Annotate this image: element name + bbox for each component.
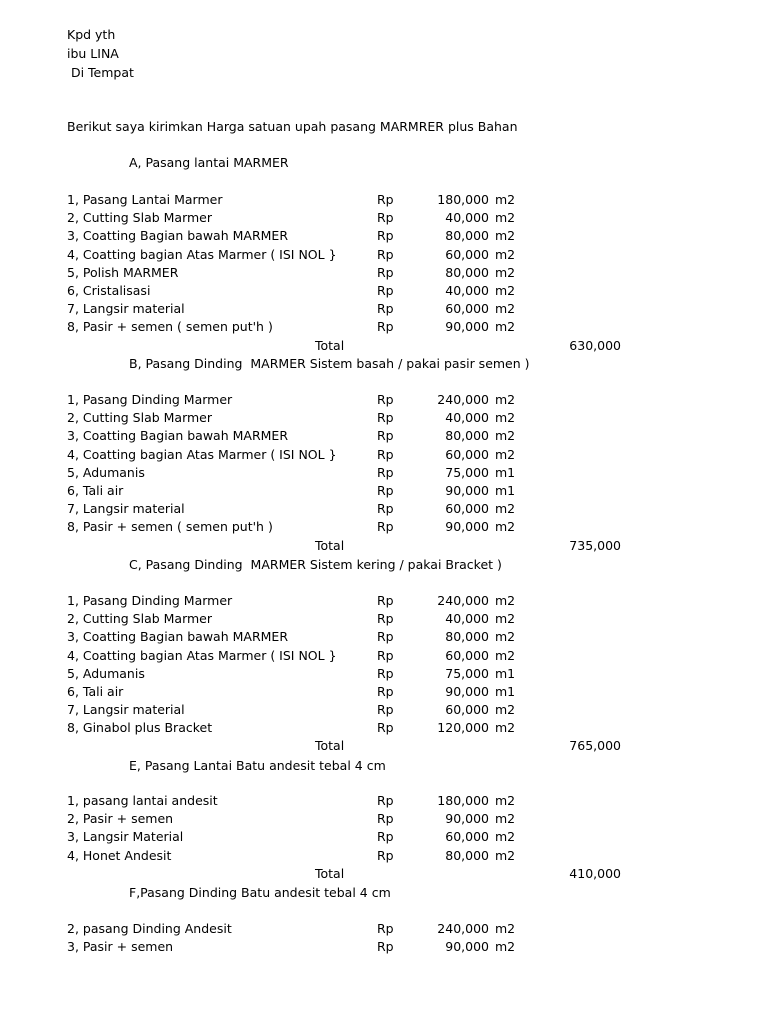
currency-label: Rp bbox=[377, 210, 394, 225]
item-unit: m1 bbox=[495, 465, 516, 480]
item-description: 1, Pasang Dinding Marmer bbox=[67, 593, 233, 608]
currency-label: Rp bbox=[377, 648, 394, 663]
item-description: 2, Cutting Slab Marmer bbox=[67, 410, 213, 425]
currency-label: Rp bbox=[377, 501, 394, 516]
item-amount: 90,000 bbox=[445, 319, 489, 334]
item-description: 8, Pasir + semen ( semen put'h ) bbox=[67, 519, 273, 534]
currency-label: Rp bbox=[377, 483, 394, 498]
item-unit: m2 bbox=[495, 301, 516, 316]
item-description: 3, Langsir Material bbox=[67, 829, 184, 844]
item-amount: 60,000 bbox=[445, 447, 489, 462]
item-amount: 180,000 bbox=[437, 793, 489, 808]
item-description: 7, Langsir material bbox=[67, 301, 185, 316]
item-amount: 90,000 bbox=[445, 939, 489, 954]
currency-label: Rp bbox=[377, 811, 394, 826]
item-unit: m2 bbox=[495, 501, 516, 516]
currency-label: Rp bbox=[377, 465, 394, 480]
item-description: 5, Adumanis bbox=[67, 666, 145, 681]
section-total: 630,000 bbox=[569, 338, 621, 353]
item-amount: 120,000 bbox=[437, 720, 489, 735]
item-amount: 60,000 bbox=[445, 501, 489, 516]
item-description: 7, Langsir material bbox=[67, 702, 185, 717]
item-description: 1, Pasang Lantai Marmer bbox=[67, 192, 223, 207]
item-amount: 60,000 bbox=[445, 301, 489, 316]
item-unit: m2 bbox=[495, 702, 516, 717]
section-total: 735,000 bbox=[569, 538, 621, 553]
item-description: 8, Ginabol plus Bracket bbox=[67, 720, 213, 735]
currency-label: Rp bbox=[377, 629, 394, 644]
currency-label: Rp bbox=[377, 829, 394, 844]
item-unit: m1 bbox=[495, 483, 516, 498]
currency-label: Rp bbox=[377, 939, 394, 954]
currency-label: Rp bbox=[377, 921, 394, 936]
section-title: E, Pasang Lantai Batu andesit tebal 4 cm bbox=[129, 758, 386, 773]
item-unit: m2 bbox=[495, 793, 516, 808]
item-unit: m2 bbox=[495, 283, 516, 298]
recipient-place: Di Tempat bbox=[67, 65, 134, 80]
item-description: 6, Tali air bbox=[67, 684, 124, 699]
item-amount: 40,000 bbox=[445, 210, 489, 225]
item-unit: m2 bbox=[495, 265, 516, 280]
item-unit: m2 bbox=[495, 392, 516, 407]
section-total: 410,000 bbox=[569, 866, 621, 881]
total-label: Total bbox=[315, 866, 345, 881]
total-label: Total bbox=[315, 738, 345, 753]
currency-label: Rp bbox=[377, 247, 394, 262]
item-unit: m2 bbox=[495, 192, 516, 207]
item-amount: 90,000 bbox=[445, 483, 489, 498]
item-description: 2, pasang Dinding Andesit bbox=[67, 921, 232, 936]
recipient-name: ibu LINA bbox=[67, 46, 119, 61]
item-unit: m2 bbox=[495, 720, 516, 735]
section-title: F,Pasang Dinding Batu andesit tebal 4 cm bbox=[129, 885, 391, 900]
item-amount: 240,000 bbox=[437, 392, 489, 407]
item-amount: 90,000 bbox=[445, 684, 489, 699]
item-unit: m2 bbox=[495, 428, 516, 443]
currency-label: Rp bbox=[377, 702, 394, 717]
item-amount: 240,000 bbox=[437, 593, 489, 608]
item-description: 4, Coatting bagian Atas Marmer ( ISI NOL } bbox=[67, 648, 337, 663]
item-amount: 40,000 bbox=[445, 283, 489, 298]
item-description: 6, Tali air bbox=[67, 483, 124, 498]
item-unit: m2 bbox=[495, 247, 516, 262]
currency-label: Rp bbox=[377, 392, 394, 407]
currency-label: Rp bbox=[377, 684, 394, 699]
item-description: 5, Adumanis bbox=[67, 465, 145, 480]
item-amount: 80,000 bbox=[445, 265, 489, 280]
currency-label: Rp bbox=[377, 666, 394, 681]
currency-label: Rp bbox=[377, 283, 394, 298]
item-description: 6, Cristalisasi bbox=[67, 283, 151, 298]
currency-label: Rp bbox=[377, 228, 394, 243]
currency-label: Rp bbox=[377, 793, 394, 808]
item-description: 8, Pasir + semen ( semen put'h ) bbox=[67, 319, 273, 334]
item-amount: 180,000 bbox=[437, 192, 489, 207]
item-unit: m2 bbox=[495, 519, 516, 534]
item-description: 3, Coatting Bagian bawah MARMER bbox=[67, 428, 289, 443]
item-unit: m2 bbox=[495, 629, 516, 644]
currency-label: Rp bbox=[377, 301, 394, 316]
item-description: 2, Cutting Slab Marmer bbox=[67, 611, 213, 626]
item-unit: m2 bbox=[495, 921, 516, 936]
section-total: 765,000 bbox=[569, 738, 621, 753]
item-description: 2, Cutting Slab Marmer bbox=[67, 210, 213, 225]
item-amount: 80,000 bbox=[445, 629, 489, 644]
item-unit: m2 bbox=[495, 829, 516, 844]
item-description: 3, Coatting Bagian bawah MARMER bbox=[67, 629, 289, 644]
currency-label: Rp bbox=[377, 410, 394, 425]
item-unit: m1 bbox=[495, 684, 516, 699]
item-description: 3, Coatting Bagian bawah MARMER bbox=[67, 228, 289, 243]
section-title: A, Pasang lantai MARMER bbox=[129, 155, 289, 170]
currency-label: Rp bbox=[377, 428, 394, 443]
item-description: 4, Coatting bagian Atas Marmer ( ISI NOL } bbox=[67, 247, 337, 262]
item-unit: m2 bbox=[495, 593, 516, 608]
item-amount: 75,000 bbox=[445, 666, 489, 681]
currency-label: Rp bbox=[377, 265, 394, 280]
item-amount: 75,000 bbox=[445, 465, 489, 480]
item-amount: 40,000 bbox=[445, 410, 489, 425]
section-title: C, Pasang Dinding MARMER Sistem kering / pakai Bracket ) bbox=[129, 557, 502, 572]
item-amount: 240,000 bbox=[437, 921, 489, 936]
item-amount: 60,000 bbox=[445, 648, 489, 663]
currency-label: Rp bbox=[377, 192, 394, 207]
intro-text: Berikut saya kirimkan Harga satuan upah pasang MARMRER plus Bahan bbox=[67, 119, 518, 134]
item-description: 4, Honet Andesit bbox=[67, 848, 172, 863]
item-amount: 80,000 bbox=[445, 228, 489, 243]
item-amount: 80,000 bbox=[445, 428, 489, 443]
currency-label: Rp bbox=[377, 447, 394, 462]
total-label: Total bbox=[315, 538, 345, 553]
item-amount: 80,000 bbox=[445, 848, 489, 863]
item-amount: 60,000 bbox=[445, 702, 489, 717]
item-amount: 60,000 bbox=[445, 829, 489, 844]
item-unit: m2 bbox=[495, 648, 516, 663]
currency-label: Rp bbox=[377, 593, 394, 608]
item-description: 2, Pasir + semen bbox=[67, 811, 174, 826]
item-amount: 40,000 bbox=[445, 611, 489, 626]
currency-label: Rp bbox=[377, 848, 394, 863]
currency-label: Rp bbox=[377, 611, 394, 626]
currency-label: Rp bbox=[377, 319, 394, 334]
currency-label: Rp bbox=[377, 519, 394, 534]
item-unit: m2 bbox=[495, 319, 516, 334]
item-description: 5, Polish MARMER bbox=[67, 265, 179, 280]
total-label: Total bbox=[315, 338, 345, 353]
item-description: 3, Pasir + semen bbox=[67, 939, 174, 954]
recipient-salutation: Kpd yth bbox=[67, 27, 116, 42]
item-description: 4, Coatting bagian Atas Marmer ( ISI NOL } bbox=[67, 447, 337, 462]
item-unit: m2 bbox=[495, 611, 516, 626]
item-amount: 90,000 bbox=[445, 811, 489, 826]
item-amount: 60,000 bbox=[445, 247, 489, 262]
item-unit: m2 bbox=[495, 811, 516, 826]
item-unit: m1 bbox=[495, 666, 516, 681]
item-unit: m2 bbox=[495, 410, 516, 425]
item-unit: m2 bbox=[495, 210, 516, 225]
item-description: 7, Langsir material bbox=[67, 501, 185, 516]
item-unit: m2 bbox=[495, 228, 516, 243]
currency-label: Rp bbox=[377, 720, 394, 735]
item-description: 1, Pasang Dinding Marmer bbox=[67, 392, 233, 407]
section-title: B, Pasang Dinding MARMER Sistem basah / pakai pasir semen ) bbox=[129, 356, 530, 371]
item-unit: m2 bbox=[495, 848, 516, 863]
item-description: 1, pasang lantai andesit bbox=[67, 793, 218, 808]
item-amount: 90,000 bbox=[445, 519, 489, 534]
item-unit: m2 bbox=[495, 939, 516, 954]
item-unit: m2 bbox=[495, 447, 516, 462]
